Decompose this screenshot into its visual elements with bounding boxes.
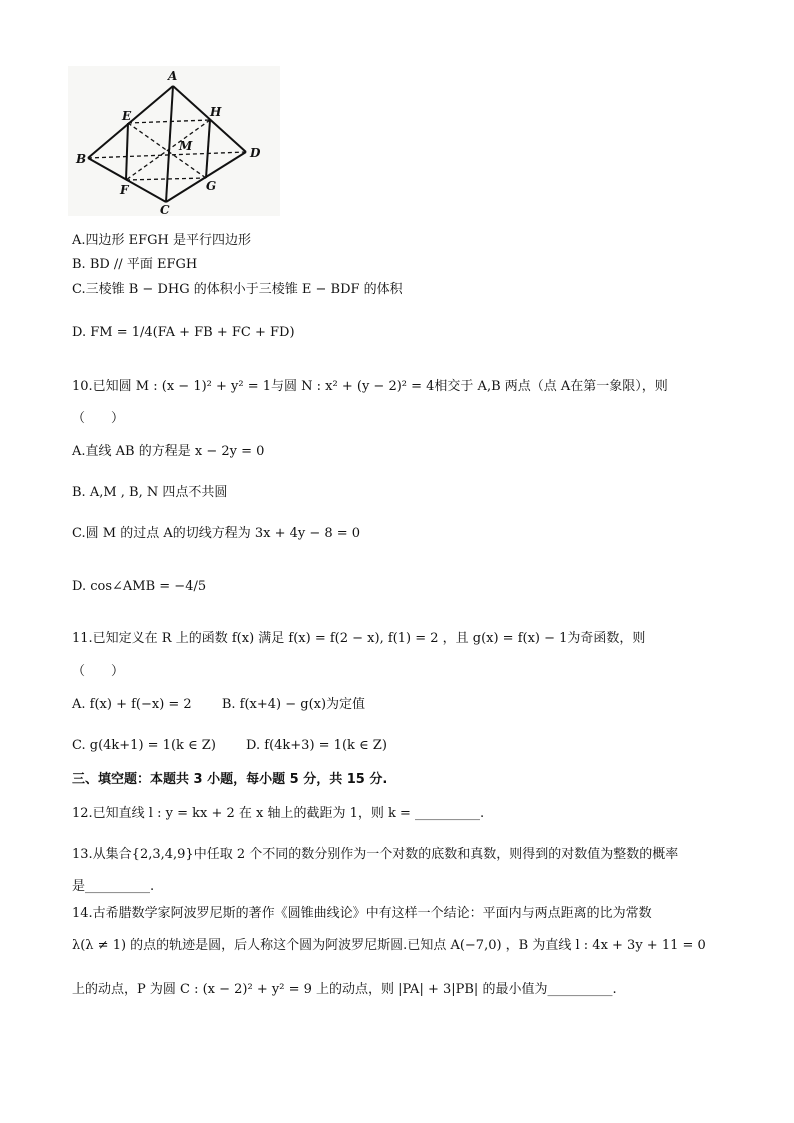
label-A: A (168, 69, 178, 83)
q11-options-cd: C. g(4k+1) = 1(k ∈ Z) D. f(4k+3) = 1(k ∈ Z) (72, 738, 387, 753)
edge-AC (166, 86, 173, 202)
edge-EF (126, 123, 128, 180)
label-D: D (250, 146, 261, 160)
label-C: C (160, 203, 170, 216)
label-F: F (120, 183, 129, 197)
pyramid-figure (68, 66, 280, 216)
q10-stem: 10.已知圆 M : (x − 1)² + y² = 1与圆 N : x² + (y − 2)² = 4相交于 A,B 两点（点 A在第一象限），则 (72, 379, 668, 394)
pyramid-diagram (68, 66, 280, 216)
q10-option-b: B. A,M , B, N 四点不共圆 (72, 485, 228, 500)
edge-FG (126, 178, 206, 180)
q11-options-ab: A. f(x) + f(−x) = 2 B. f(x+4) − g(x)为定值 (72, 697, 366, 712)
q9-option-c: C.三棱锥 B − DHG 的体积小于三棱锥 E − BDF 的体积 (72, 282, 403, 297)
q11-paren: （ ） (72, 664, 125, 679)
section-3-heading: 三、填空题：本题共 3 小题，每小题 5 分，共 15 分. (72, 772, 388, 787)
q10-option-a: A.直线 AB 的方程是 x − 2y = 0 (72, 444, 265, 459)
label-B: B (76, 152, 87, 166)
q14-stem: 14.古希腊数学家阿波罗尼斯的著作《圆锥曲线论》中有这样一个结论：平面内与两点距离的比为常数 (72, 906, 652, 921)
edge-EH (128, 120, 210, 123)
q10-paren: （ ） (72, 411, 125, 426)
q9-option-b: B. BD // 平面 EFGH (72, 257, 198, 272)
edge-BD (88, 152, 246, 158)
edge-HG (206, 120, 210, 178)
q13-stem: 13.从集合{2,3,4,9}中任取 2 个不同的数分别作为一个对数的底数和真数，则得到的对数值为整数的概率 (72, 847, 679, 862)
q14-stem-2: λ(λ ≠ 1) 的点的轨迹是圆，后人称这个圆为阿波罗尼斯圆.已知点 A(−7,0) ，B 为直线 l : 4x + 3y + 11 = 0 (72, 938, 706, 953)
q11-stem: 11.已知定义在 R 上的函数 f(x) 满足 f(x) = f(2 − x), f(1) = 2 ，且 g(x) = f(x) − 1为奇函数，则 (72, 631, 646, 646)
q9-option-a: A.四边形 EFGH 是平行四边形 (72, 233, 252, 248)
label-E: E (122, 109, 132, 123)
label-H: H (210, 105, 222, 119)
q14-stem-3: 上的动点，P 为圆 C : (x − 2)² + y² = 9 上的动点，则 |PA| + 3|PB| 的最小值为__________. (72, 982, 617, 997)
q10-option-c: C.圆 M 的过点 A的切线方程为 3x + 4y − 8 = 0 (72, 526, 361, 541)
q12-stem: 12.已知直线 l : y = kx + 2 在 x 轴上的截距为 1，则 k = __________. (72, 806, 485, 821)
q9-option-d: D. FM = 1/4(FA + FB + FC + FD) (72, 325, 295, 340)
q10-option-d: D. cos∠AMB = −4/5 (72, 579, 207, 594)
q13-blank: 是__________. (72, 879, 155, 894)
label-M: M (179, 139, 193, 153)
label-G: G (206, 179, 217, 193)
